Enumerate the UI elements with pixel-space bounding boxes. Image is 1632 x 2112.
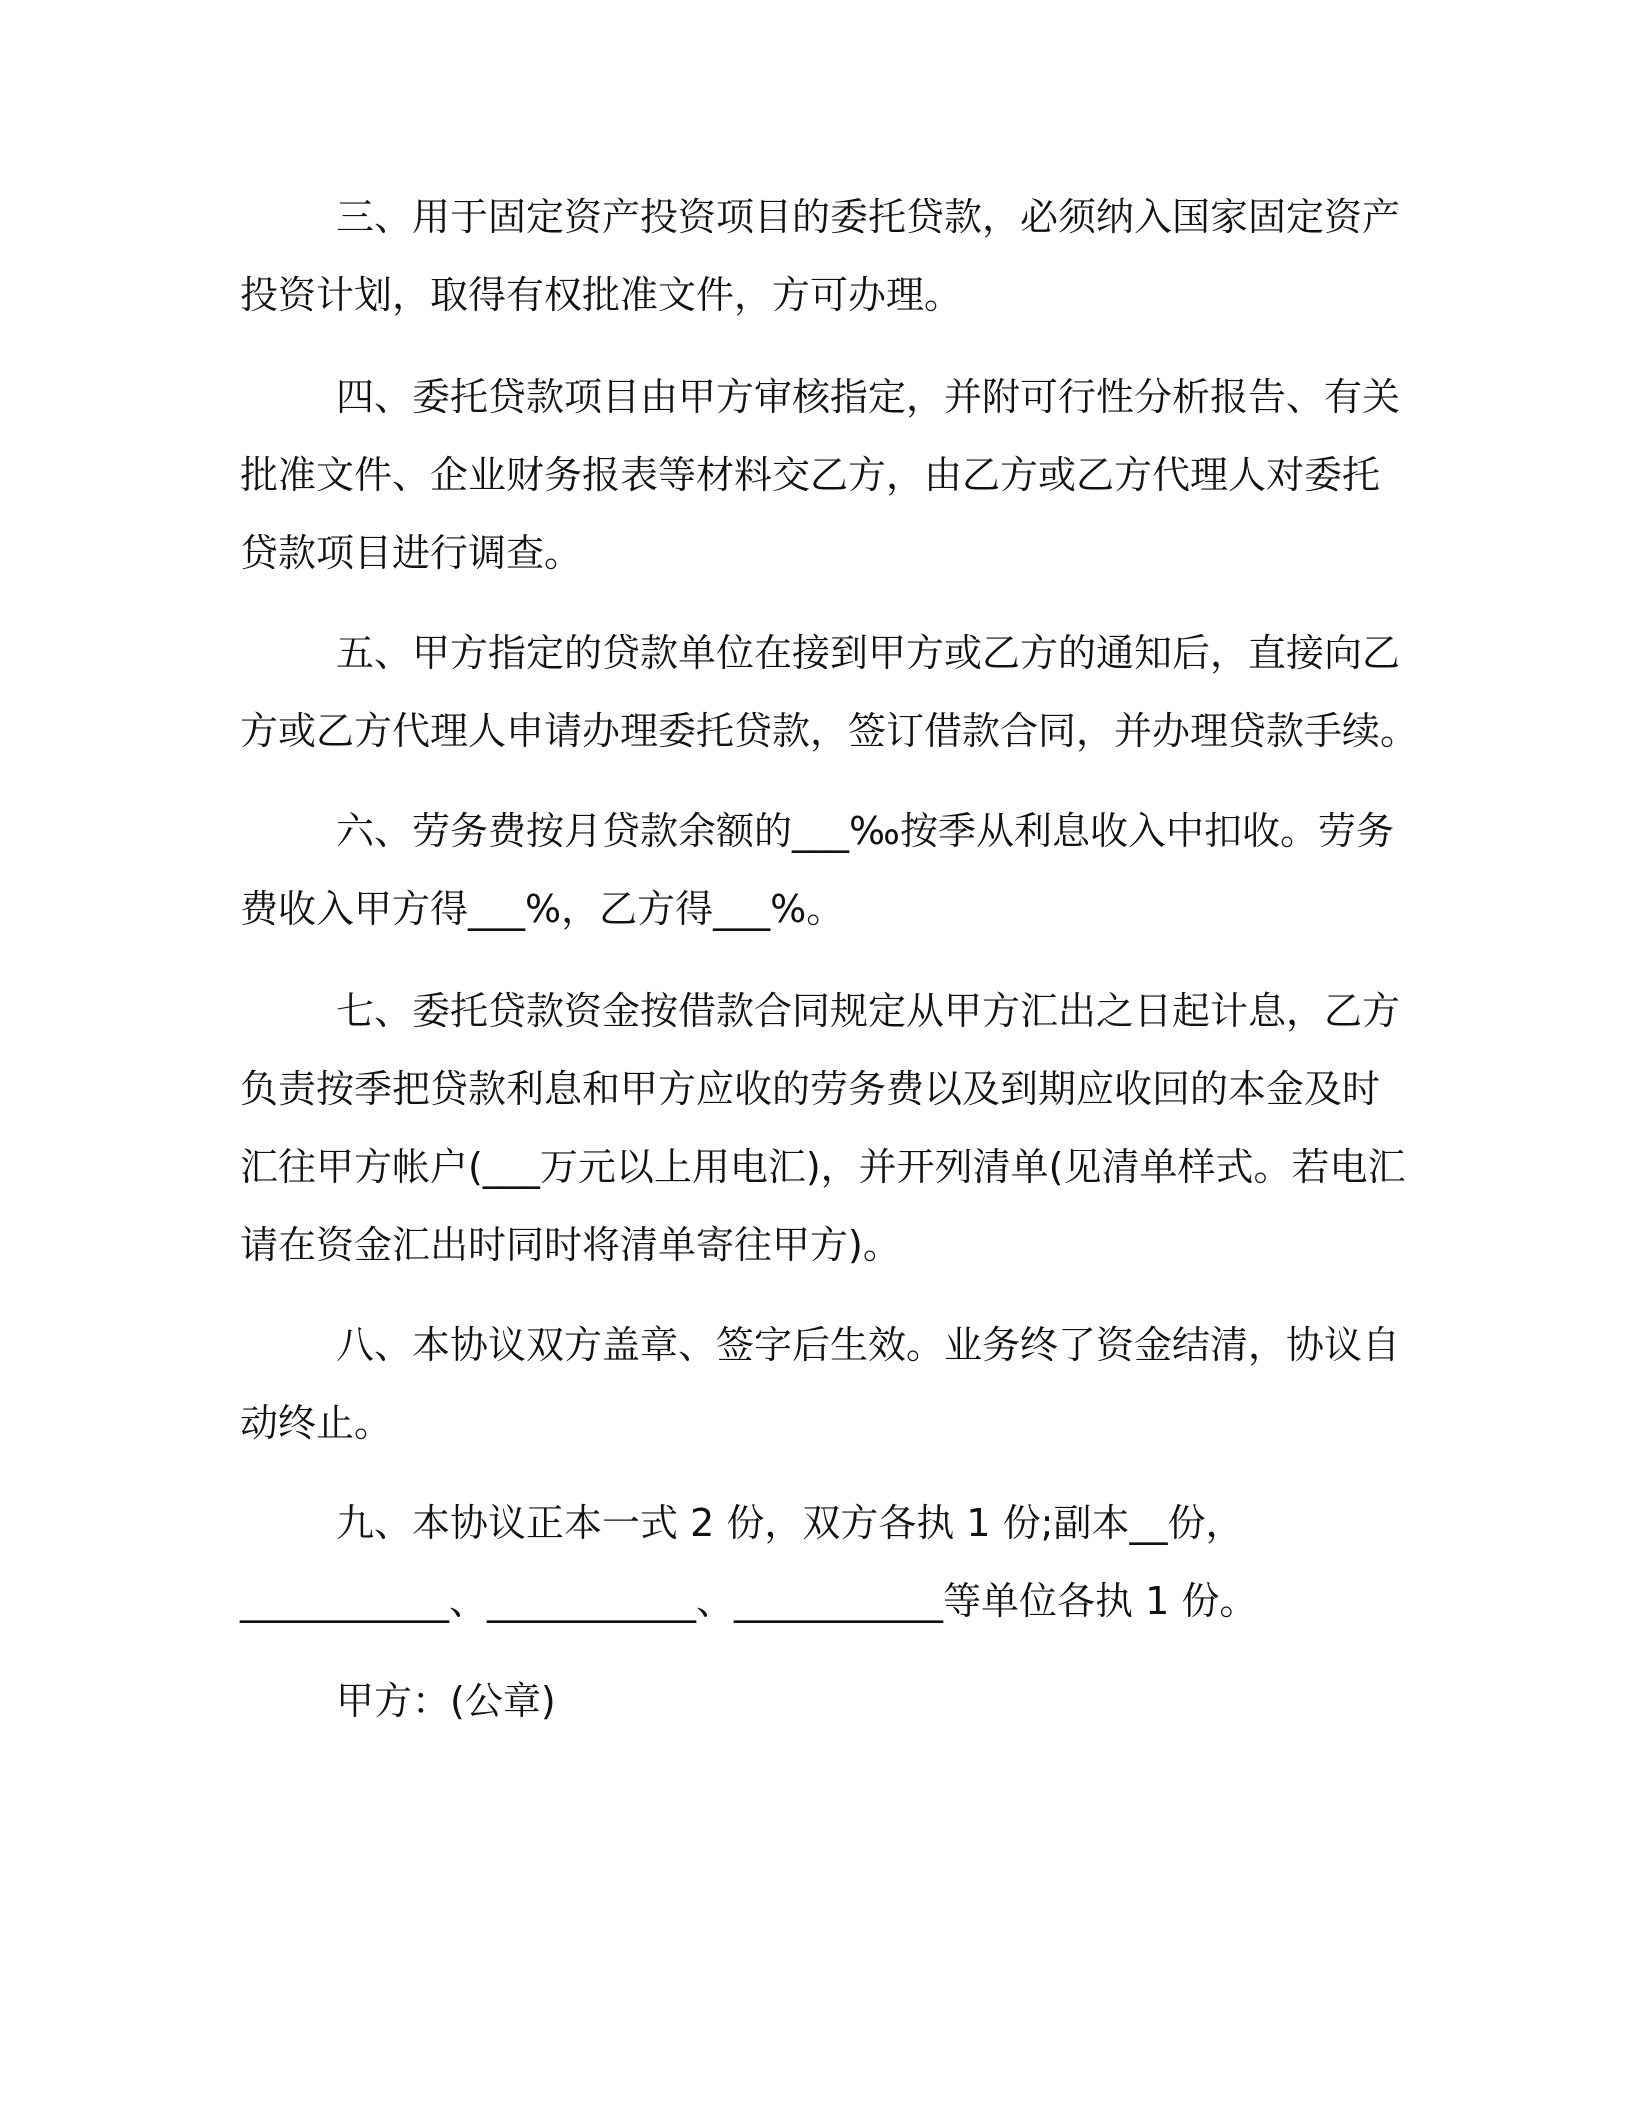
clause-7-paragraph	[240, 972, 1406, 1284]
clause-8-line-2: 动终止。	[240, 1401, 393, 1445]
clause-6-paragraph	[240, 792, 1394, 948]
clause-7-line-1: 七、委托贷款资金按借款合同规定从甲方汇出之日起计息，乙方	[336, 989, 1401, 1033]
clause-3-line-2: 投资计划，取得有权批准文件，方可办理。	[240, 273, 963, 317]
clause-4-line-3: 贷款项目进行调查。	[240, 531, 583, 575]
clause-7-line-3: 汇往甲方帐户(___万元以上用电汇)，并开列清单(见清单样式。若电汇	[240, 1145, 1406, 1189]
clause-7-line-4: 请在资金汇出时同时将清单寄往甲方)。	[240, 1223, 901, 1267]
clause-9-line-2: ___________、___________、___________等单位各执 1 份。	[240, 1579, 1258, 1623]
clause-6-line-2: 费收入甲方得___%，乙方得___%。	[240, 887, 845, 931]
clause-4-paragraph	[240, 358, 1401, 592]
clause-9-line-1: 九、本协议正本一式 2 份，双方各执 1 份;副本__份，	[336, 1501, 1244, 1545]
clause-8-paragraph	[240, 1306, 1401, 1462]
party-a-seal-label: 甲方：(公章)	[336, 1679, 556, 1723]
clause-3-paragraph	[240, 178, 1401, 334]
clause-3-line-1: 三、用于固定资产投资项目的委托贷款，必须纳入国家固定资产	[336, 195, 1401, 239]
clause-5-line-1: 五、甲方指定的贷款单位在接到甲方或乙方的通知后，直接向乙	[336, 631, 1401, 675]
clause-5-paragraph	[240, 614, 1419, 770]
clause-7-line-2: 负责按季把贷款利息和甲方应收的劳务费以及到期应收回的本金及时	[240, 1067, 1381, 1111]
clause-8-line-1: 八、本协议双方盖章、签字后生效。业务终了资金结清，协议自	[336, 1323, 1401, 1367]
clause-6-line-1: 六、劳务费按月贷款余额的___‰按季从利息收入中扣收。劳务	[336, 809, 1394, 853]
clause-4-line-2: 批准文件、企业财务报表等材料交乙方，由乙方或乙方代理人对委托	[240, 453, 1381, 497]
clause-9-paragraph	[240, 1484, 1380, 1640]
party-a-paragraph	[240, 1662, 1380, 1740]
clause-4-line-1: 四、委托贷款项目由甲方审核指定，并附可行性分析报告、有关	[336, 375, 1401, 419]
clause-5-line-2: 方或乙方代理人申请办理委托贷款，签订借款合同，并办理贷款手续。	[240, 709, 1419, 753]
